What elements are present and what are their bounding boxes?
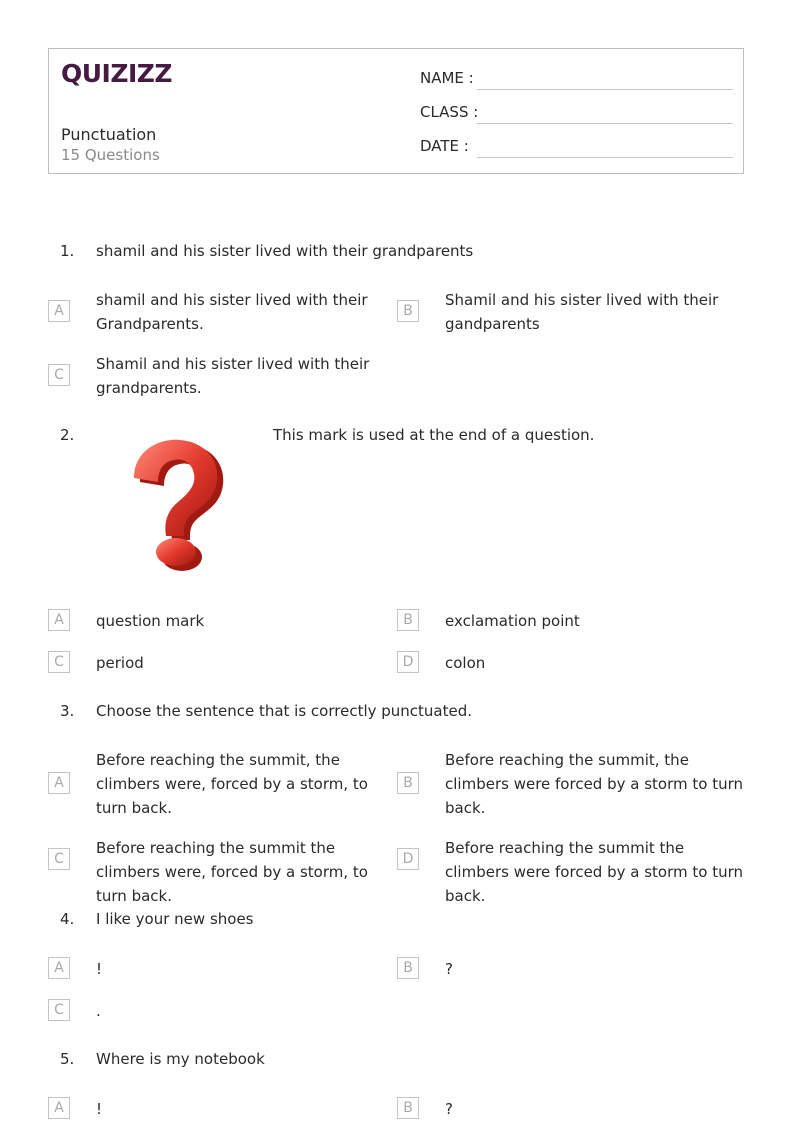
option-b-box[interactable]: B bbox=[397, 1097, 419, 1119]
option-c-box[interactable]: C bbox=[48, 848, 70, 870]
quizizz-logo: QUIZIZZ bbox=[61, 59, 173, 88]
option-a-box[interactable]: A bbox=[48, 300, 70, 322]
option-d-text: Before reaching the summit the climbers were forced by a storm to turn back. bbox=[445, 839, 743, 905]
question-number: 4. bbox=[60, 910, 75, 928]
question-text: Choose the sentence that is correctly punctuated. bbox=[96, 702, 473, 720]
option-a-text: question mark bbox=[96, 612, 205, 630]
option-c-text: period bbox=[96, 654, 144, 672]
option-a-box[interactable]: A bbox=[48, 609, 70, 631]
question-mark-3d-icon bbox=[116, 432, 238, 574]
question-text: Where is my notebook bbox=[96, 1050, 265, 1068]
question-text: This mark is used at the end of a question. bbox=[273, 426, 595, 444]
option-b-text: ? bbox=[445, 960, 453, 978]
option-a-text: shamil and his sister lived with their Grandparents. bbox=[96, 291, 368, 333]
name-line[interactable] bbox=[477, 89, 733, 90]
question-text: I like your new shoes bbox=[96, 910, 254, 928]
option-c-box[interactable]: C bbox=[48, 651, 70, 673]
option-c-text: Before reaching the summit the climbers were, forced by a storm, to turn back. bbox=[96, 839, 368, 905]
option-a-text: ! bbox=[96, 1100, 103, 1118]
option-a-box[interactable]: A bbox=[48, 772, 70, 794]
option-b-box[interactable]: B bbox=[397, 300, 419, 322]
option-c-box[interactable]: C bbox=[48, 999, 70, 1021]
worksheet-title: Punctuation bbox=[61, 125, 157, 144]
option-c-text: . bbox=[96, 1002, 101, 1020]
option-b-box[interactable]: B bbox=[397, 609, 419, 631]
question-number: 3. bbox=[60, 702, 75, 720]
option-d-text: colon bbox=[445, 654, 486, 672]
option-b-box[interactable]: B bbox=[397, 772, 419, 794]
option-b-text: Shamil and his sister lived with their gandparents bbox=[445, 291, 719, 333]
option-b-box[interactable]: B bbox=[397, 957, 419, 979]
class-label: CLASS : bbox=[420, 103, 479, 121]
option-b-text: exclamation point bbox=[445, 612, 580, 630]
class-line[interactable] bbox=[477, 123, 733, 124]
option-a-text: ! bbox=[96, 960, 103, 978]
question-number: 1. bbox=[60, 242, 75, 260]
option-d-box[interactable]: D bbox=[397, 848, 419, 870]
name-label: NAME : bbox=[420, 69, 474, 87]
question-text: shamil and his sister lived with their grandparents bbox=[96, 242, 474, 260]
option-c-text: Shamil and his sister lived with their grandparents. bbox=[96, 355, 370, 397]
option-b-text: ? bbox=[445, 1100, 453, 1118]
option-b-text: Before reaching the summit, the climbers were forced by a storm to turn back. bbox=[445, 751, 743, 817]
option-c-box[interactable]: C bbox=[48, 364, 70, 386]
date-label: DATE : bbox=[420, 137, 469, 155]
question-count: 15 Questions bbox=[61, 146, 160, 164]
option-a-box[interactable]: A bbox=[48, 957, 70, 979]
option-a-text: Before reaching the summit, the climbers were, forced by a storm, to turn back. bbox=[96, 751, 368, 817]
worksheet-header bbox=[48, 48, 744, 174]
question-number: 5. bbox=[60, 1050, 75, 1068]
question-number: 2. bbox=[60, 426, 75, 444]
option-d-box[interactable]: D bbox=[397, 651, 419, 673]
date-line[interactable] bbox=[477, 157, 733, 158]
option-a-box[interactable]: A bbox=[48, 1097, 70, 1119]
